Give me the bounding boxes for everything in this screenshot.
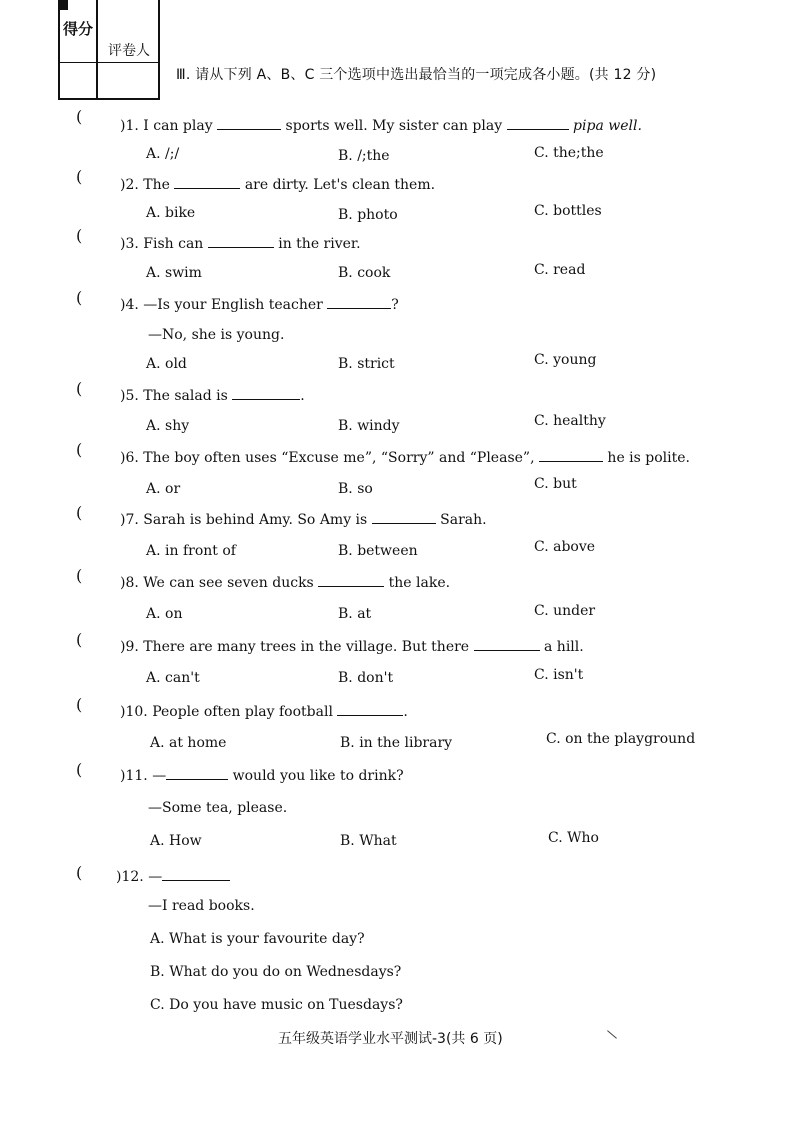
option-b: B. /;the [338, 148, 390, 164]
option-b: B. strict [338, 356, 395, 372]
option-b: B. between [338, 543, 418, 559]
answer-paren[interactable]: ( [76, 226, 83, 245]
dialogue-line: —No, she is young. [148, 327, 285, 343]
score-box [58, 0, 160, 100]
blank[interactable] [337, 703, 403, 716]
answer-paren[interactable]: ( [76, 695, 83, 714]
dialogue-line: —I read books. [148, 898, 255, 914]
question-stem: )7. Sarah is behind Amy. So Amy is Sarah. [120, 512, 487, 528]
question-stem: )4. —Is your English teacher ? [120, 297, 399, 313]
question-stem: )12. — [116, 868, 230, 885]
option-b: B. What [340, 833, 397, 849]
option-a: A. at home [150, 735, 227, 751]
answer-paren[interactable]: ( [76, 107, 83, 126]
blank[interactable] [474, 638, 540, 651]
option-a: A. in front of [146, 543, 236, 559]
question-stem: )3. Fish can in the river. [120, 236, 361, 252]
option-a: A. shy [146, 418, 190, 434]
blank[interactable] [217, 117, 281, 130]
option-c: C. bottles [534, 203, 602, 219]
blank[interactable] [174, 176, 240, 189]
option-c: C. on the playground [546, 731, 696, 747]
option-a: A. What is your favourite day? [150, 931, 365, 947]
answer-paren[interactable]: ( [76, 167, 83, 186]
option-a: A. How [150, 833, 202, 849]
option-c: C. above [534, 539, 596, 555]
stray-mark [607, 1030, 617, 1038]
blank[interactable] [166, 767, 228, 780]
option-a: A. old [146, 356, 187, 372]
option-b: B. at [338, 606, 372, 622]
option-a: A. /;/ [146, 146, 180, 162]
blank[interactable] [372, 511, 436, 524]
option-c: C. under [534, 603, 596, 619]
option-a: A. swim [146, 265, 202, 281]
answer-paren[interactable]: ( [76, 503, 83, 522]
blank[interactable] [162, 868, 230, 881]
option-c: C. isn't [534, 667, 584, 683]
blank[interactable] [208, 235, 274, 248]
option-a: A. can't [146, 670, 200, 686]
question-stem: )9. There are many trees in the village. But there a hill. [120, 639, 584, 655]
page-footer: 五年级英语学业水平测试-3(共 6 页) [278, 1031, 503, 1047]
option-c: C. Who [548, 830, 599, 846]
option-c: C. healthy [534, 413, 606, 429]
question-stem: )10. People often play football . [120, 704, 408, 720]
question-stem: )8. We can see seven ducks the lake. [120, 575, 451, 591]
option-b: B. windy [338, 418, 400, 434]
option-c: C. Do you have music on Tuesdays? [150, 997, 403, 1013]
option-c: C. but [534, 476, 577, 492]
option-b: B. cook [338, 265, 391, 281]
dialogue-line: —Some tea, please. [148, 800, 288, 816]
question-stem: )1. I can play sports well. My sister can play pipa well. [120, 118, 642, 134]
option-b: B. so [338, 481, 373, 497]
answer-paren[interactable]: ( [76, 630, 83, 649]
option-c: C. young [534, 352, 597, 368]
question-stem: )2. The are dirty. Let's clean them. [120, 177, 436, 193]
section-title: Ⅲ. 请从下列 A、B、C 三个选项中选出最恰当的一项完成各小题。(共 12 分) [176, 67, 657, 83]
option-b: B. in the library [340, 735, 453, 751]
blank[interactable] [539, 449, 603, 462]
question-stem: )11. — would you like to drink? [120, 768, 404, 784]
option-c: C. read [534, 262, 586, 278]
blank[interactable] [327, 296, 391, 309]
answer-paren[interactable]: ( [76, 288, 83, 307]
question-stem: )5. The salad is . [120, 388, 305, 404]
option-a: A. bike [146, 205, 196, 221]
option-b: B. photo [338, 207, 398, 223]
blank[interactable] [318, 574, 384, 587]
question-stem: )6. The boy often uses “Excuse me”, “Sorry” and “Please”, he is polite. [120, 450, 690, 466]
blank[interactable] [507, 117, 569, 130]
option-c: C. the;the [534, 145, 604, 161]
blank[interactable] [232, 387, 300, 400]
score-label: 得分 [62, 20, 93, 38]
option-b: B. What do you do on Wednesdays? [150, 964, 402, 980]
answer-paren[interactable]: ( [76, 863, 83, 882]
answer-paren[interactable]: ( [76, 440, 83, 459]
answer-paren[interactable]: ( [76, 760, 83, 779]
grader-label: 评卷人 [108, 43, 150, 59]
answer-paren[interactable]: ( [76, 566, 83, 585]
option-a: A. or [146, 481, 181, 497]
option-a: A. on [146, 606, 183, 622]
option-b: B. don't [338, 670, 394, 686]
answer-paren[interactable]: ( [76, 379, 83, 398]
